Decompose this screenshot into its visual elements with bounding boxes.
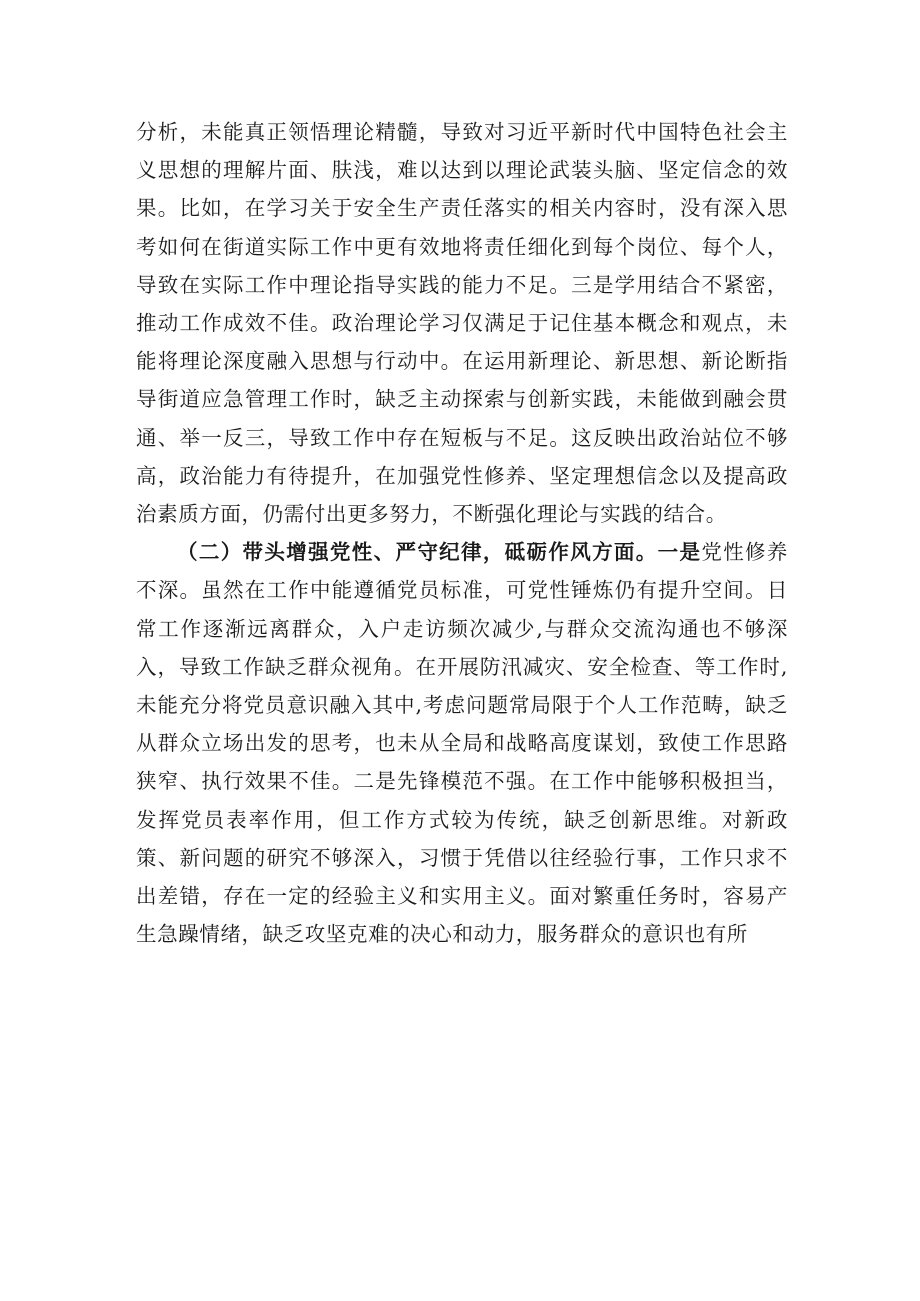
paragraph-2: [136, 533, 788, 953]
paragraph-2-text: 党性修养不深。虽然在工作中能遵循党员标准，可党性锤炼仍有提升空间。日常工作逐渐远离群众，入户走访频次减少,与群众交流沟通也不够深入，导致工作缺乏群众视角。在开展防汛减灾、安全检查、等工作时,未能充分将党员意识融入其中,考虑问题常局限于个人工作范畴，缺乏从群众立场出发的思考，也未从全局和战略高度谋划，致使工作思路狭窄、执行效果不佳。二是先锋模范不强。在工作中能够积极担当，发挥党员表率作用，但工作方式较为传统，缺乏创新思维。对新政策、新问题的研究不够深入，习惯于凭借以往经验行事，工作只求不出差错，存在一定的经验主义和实用主义。面对繁重任务时，容易产生急躁情绪，缺乏攻坚克难的决心和动力，服务群众的意识也有所: [136, 540, 788, 947]
section-heading: （二）带头增强党性、严守纪律，砥砺作风方面。一是: [177, 540, 702, 565]
paragraph-1-text: 分析，未能真正领悟理论精髓，导致对习近平新时代中国特色社会主义思想的理解片面、肤浅，难以达到以理论武装头脑、坚定信念的效果。比如，在学习关于安全生产责任落实的相关内容时，没有深入思考如何在街道实际工作中更有效地将责任细化到每个岗位、每个人，导致在实际工作中理论指导实践的能力不足。三是学用结合不紧密，推动工作成效不佳。政治理论学习仅满足于记住基本概念和观点，未能将理论深度融入思想与行动中。在运用新理论、新思想、新论断指导街道应急管理工作时，缺乏主动探索与创新实践，未能做到融会贯通、举一反三，导致工作中存在短板与不足。这反映出政治站位不够高，政治能力有待提升，在加强党性修养、坚定理想信念以及提高政治素质方面，仍需付出更多努力，不断强化理论与实践的结合。: [136, 120, 788, 527]
document-page: [136, 113, 788, 953]
paragraph-1: [136, 113, 788, 533]
